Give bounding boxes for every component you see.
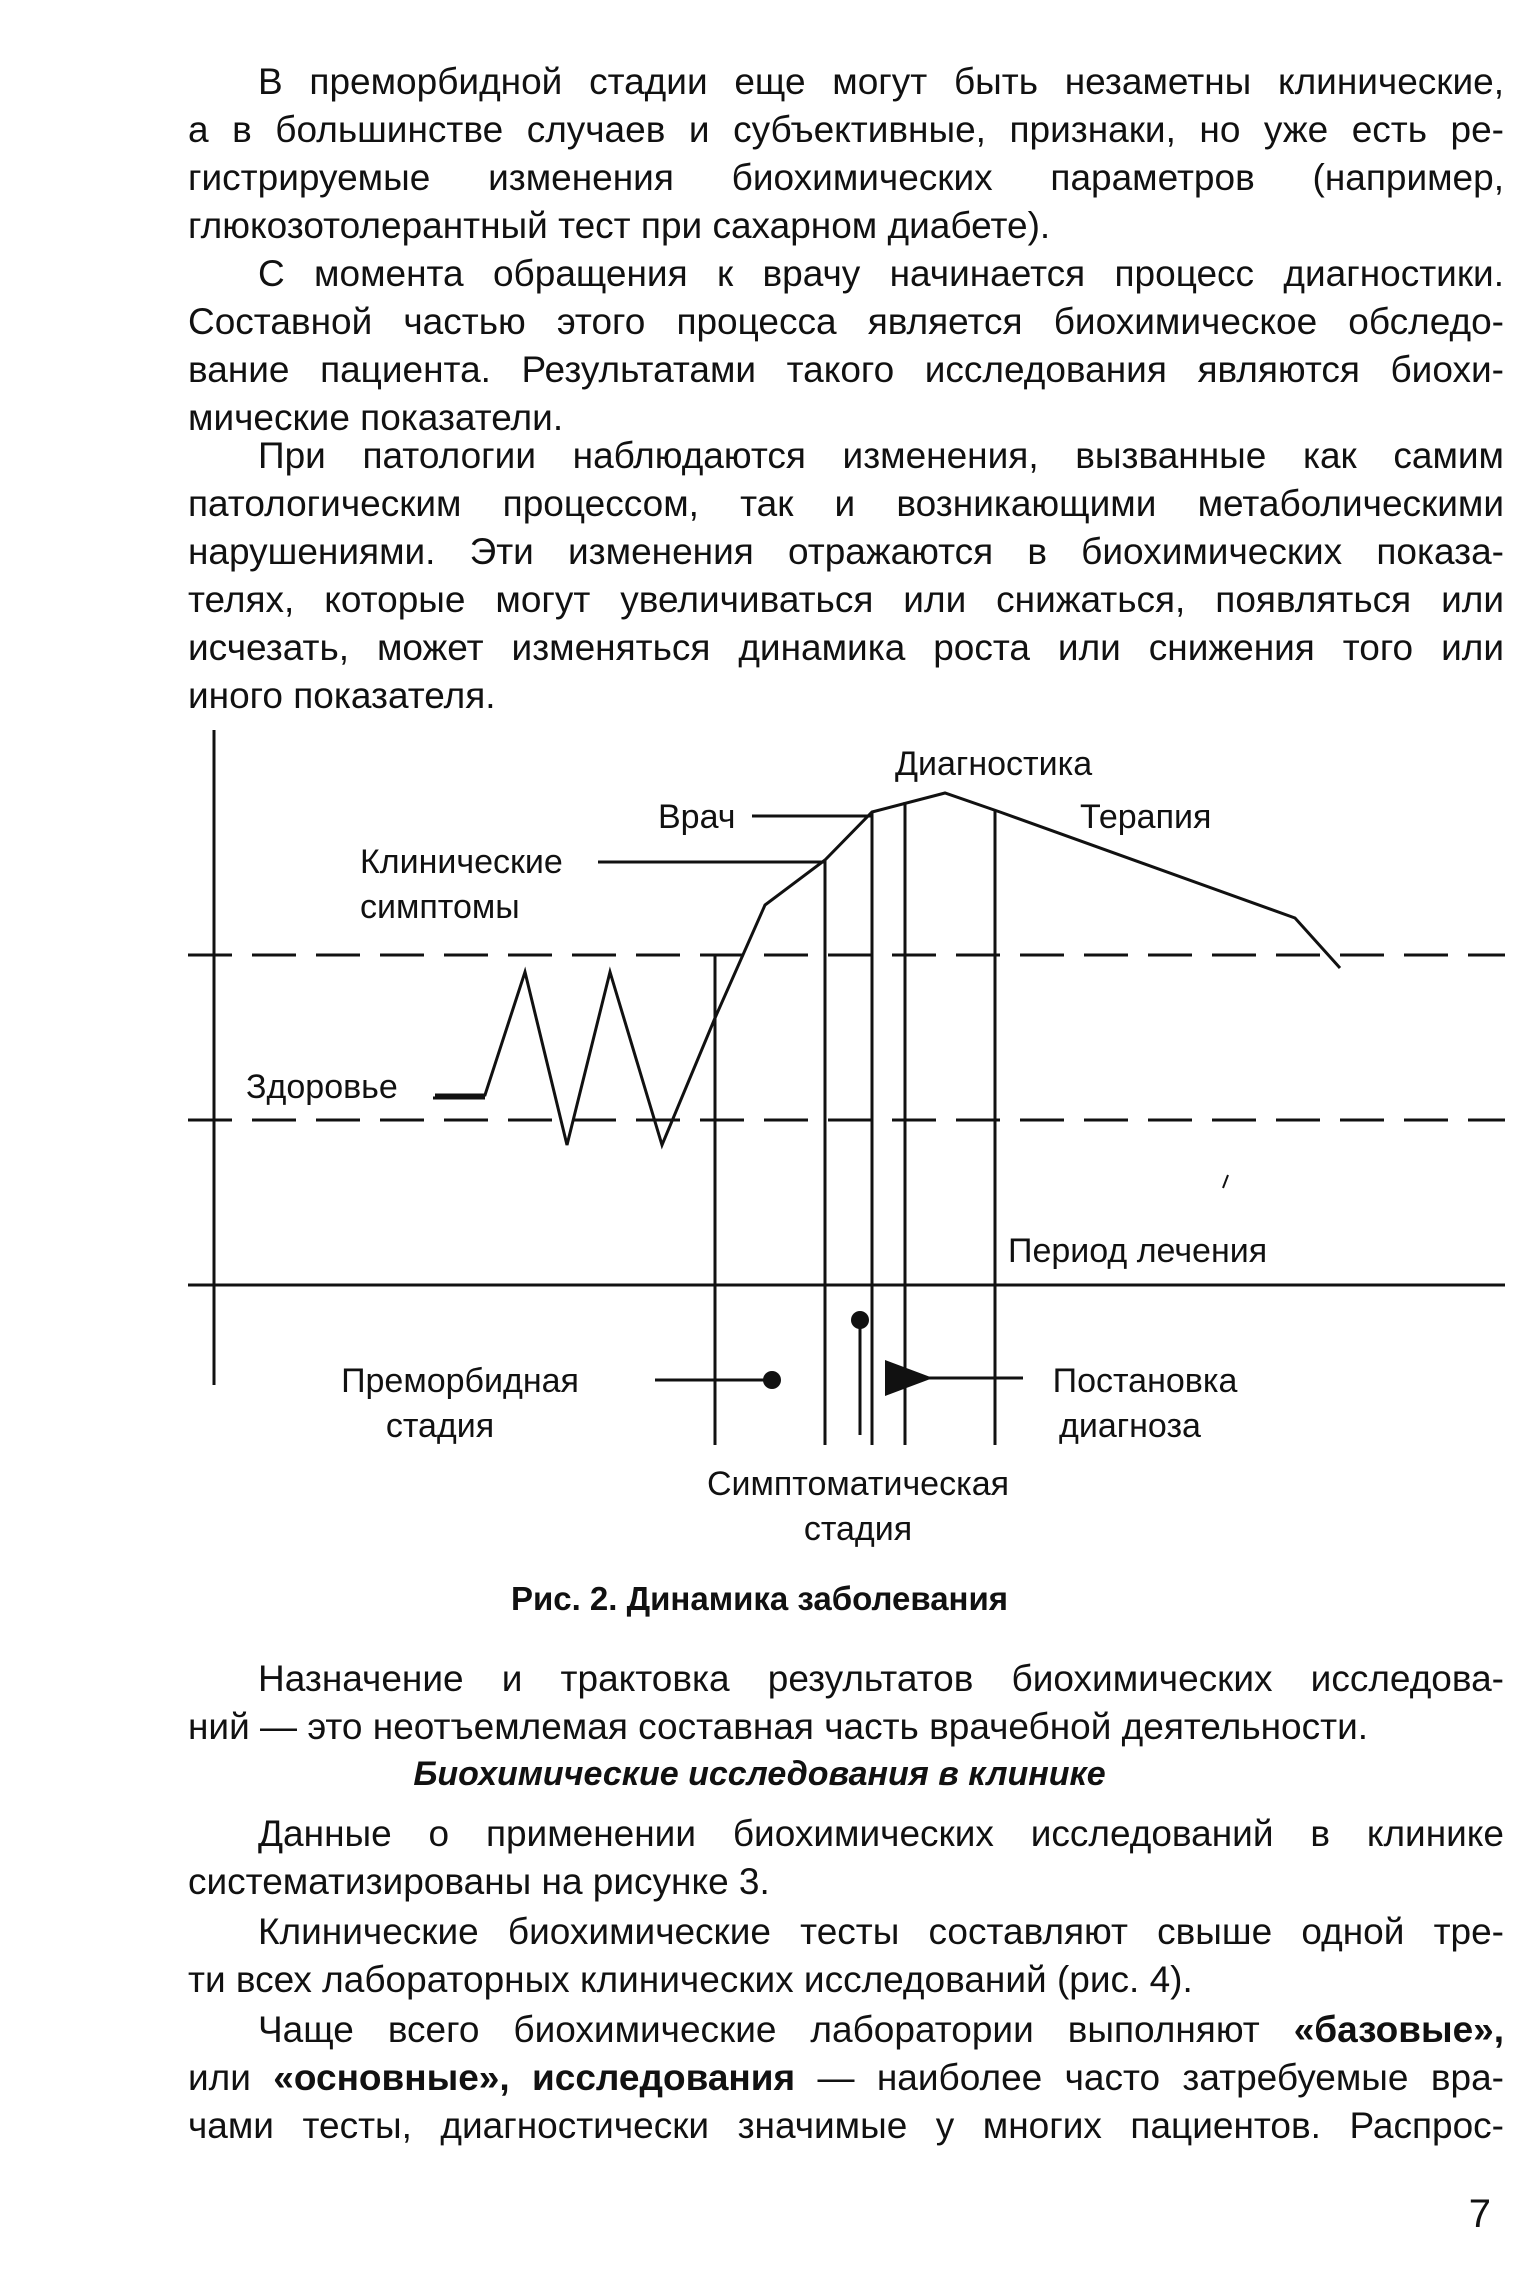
symptomatic-pointer-dot	[851, 1311, 869, 1329]
label-diagnosis: диагноза	[1059, 1407, 1201, 1445]
text-line: а в большинстве случаев и субъективные, признаки, но уже есть ре-	[188, 109, 1504, 150]
paragraph-usage	[188, 1810, 1504, 1906]
label-treatment-period: Период лечения	[1008, 1232, 1268, 1270]
text-line: систематизированы на рисунке 3.	[188, 1861, 770, 1902]
text-line: В преморбидной стадии еще могут быть незаметны клинические,	[258, 61, 1504, 102]
text-line: Назначение и трактовка результатов биохимических исследова-	[258, 1658, 1504, 1699]
paragraph-premorbid	[188, 58, 1504, 250]
label-symptomatic-stage: стадия	[803, 1510, 913, 1548]
stray-tick	[1223, 1175, 1228, 1188]
text-line: телях, которые могут увеличиваться или снижаться, появляться или	[188, 579, 1504, 620]
text-run: — наиболее часто затребуемые вра-	[795, 2057, 1504, 2098]
text-line	[188, 2054, 1504, 2102]
label-clinical-symptoms: симптомы	[360, 888, 520, 926]
label-diagnosis: Постановка	[1052, 1362, 1238, 1400]
figure-caption: Рис. 2. Динамика заболевания	[510, 1580, 1009, 1617]
text-line: Клинические биохимические тесты составляют свыше одной тре-	[258, 1911, 1504, 1952]
text-run: Чаще всего биохимические лаборатории выполняют	[258, 2009, 1294, 2050]
label-symptomatic-stage: Симптоматическая	[706, 1465, 1010, 1503]
label-premorbid-stage: Преморбидная	[341, 1362, 579, 1400]
text-line: иного показателя.	[188, 675, 496, 716]
text-line: мические показатели.	[188, 397, 564, 438]
disease-dynamics-diagram	[0, 720, 1519, 1580]
premorbid-pointer-dot	[763, 1371, 781, 1389]
label-health: Здоровье	[246, 1068, 398, 1106]
text-line	[188, 2006, 1504, 2054]
text-line: Составной частью этого процесса является биохимическое обследо-	[188, 301, 1504, 342]
text-run: или	[188, 2057, 274, 2098]
disease-curve	[435, 793, 1340, 1145]
text-line: глюкозотолерантный тест при сахарном диабете).	[188, 205, 1051, 246]
text-line: нарушениями. Эти изменения отражаются в биохимических показа-	[188, 531, 1504, 572]
text-line: При патологии наблюдаются изменения, вызванные как самим	[258, 435, 1504, 476]
text-line: Данные о применении биохимических исследований в клинике	[258, 1813, 1504, 1854]
paragraph-purpose	[188, 1655, 1504, 1751]
page-number: 7	[1468, 2192, 1491, 2236]
text-line: вание пациента. Результатами такого исследования являются биохи-	[188, 349, 1504, 390]
paragraph-tests-share	[188, 1908, 1504, 2004]
text-line: чами тесты, диагностически значимые у многих пациентов. Распрос-	[188, 2105, 1504, 2146]
text-line: исчезать, может изменяться динамика роста или снижения того или	[188, 627, 1504, 668]
bold-term: «базовые»,	[1293, 2009, 1504, 2050]
section-heading: Биохимические исследования в клинике	[413, 1755, 1106, 1793]
text-line: ти всех лабораторных клинических исследований (рис. 4).	[188, 1959, 1193, 2000]
label-clinical-symptoms: Клинические	[360, 843, 563, 881]
label-diagnostics: Диагностика	[895, 745, 1093, 783]
label-therapy: Терапия	[1080, 798, 1212, 836]
label-premorbid-stage: стадия	[385, 1407, 495, 1445]
paragraph-basic-tests	[188, 2006, 1504, 2150]
label-doctor: Врач	[658, 798, 736, 836]
text-line: С момента обращения к врачу начинается процесс диагностики.	[258, 253, 1504, 294]
paragraph-diagnostics	[188, 250, 1504, 442]
text-line: ний — это неотъемлемая составная часть врачебной деятельности.	[188, 1706, 1369, 1747]
bold-term: «основные», исследования	[273, 2057, 796, 2098]
text-line: патологическим процессом, так и возникающими метаболическими	[188, 483, 1504, 524]
text-line: гистрируемые изменения биохимических параметров (например,	[188, 157, 1504, 198]
paragraph-pathology	[188, 432, 1504, 720]
